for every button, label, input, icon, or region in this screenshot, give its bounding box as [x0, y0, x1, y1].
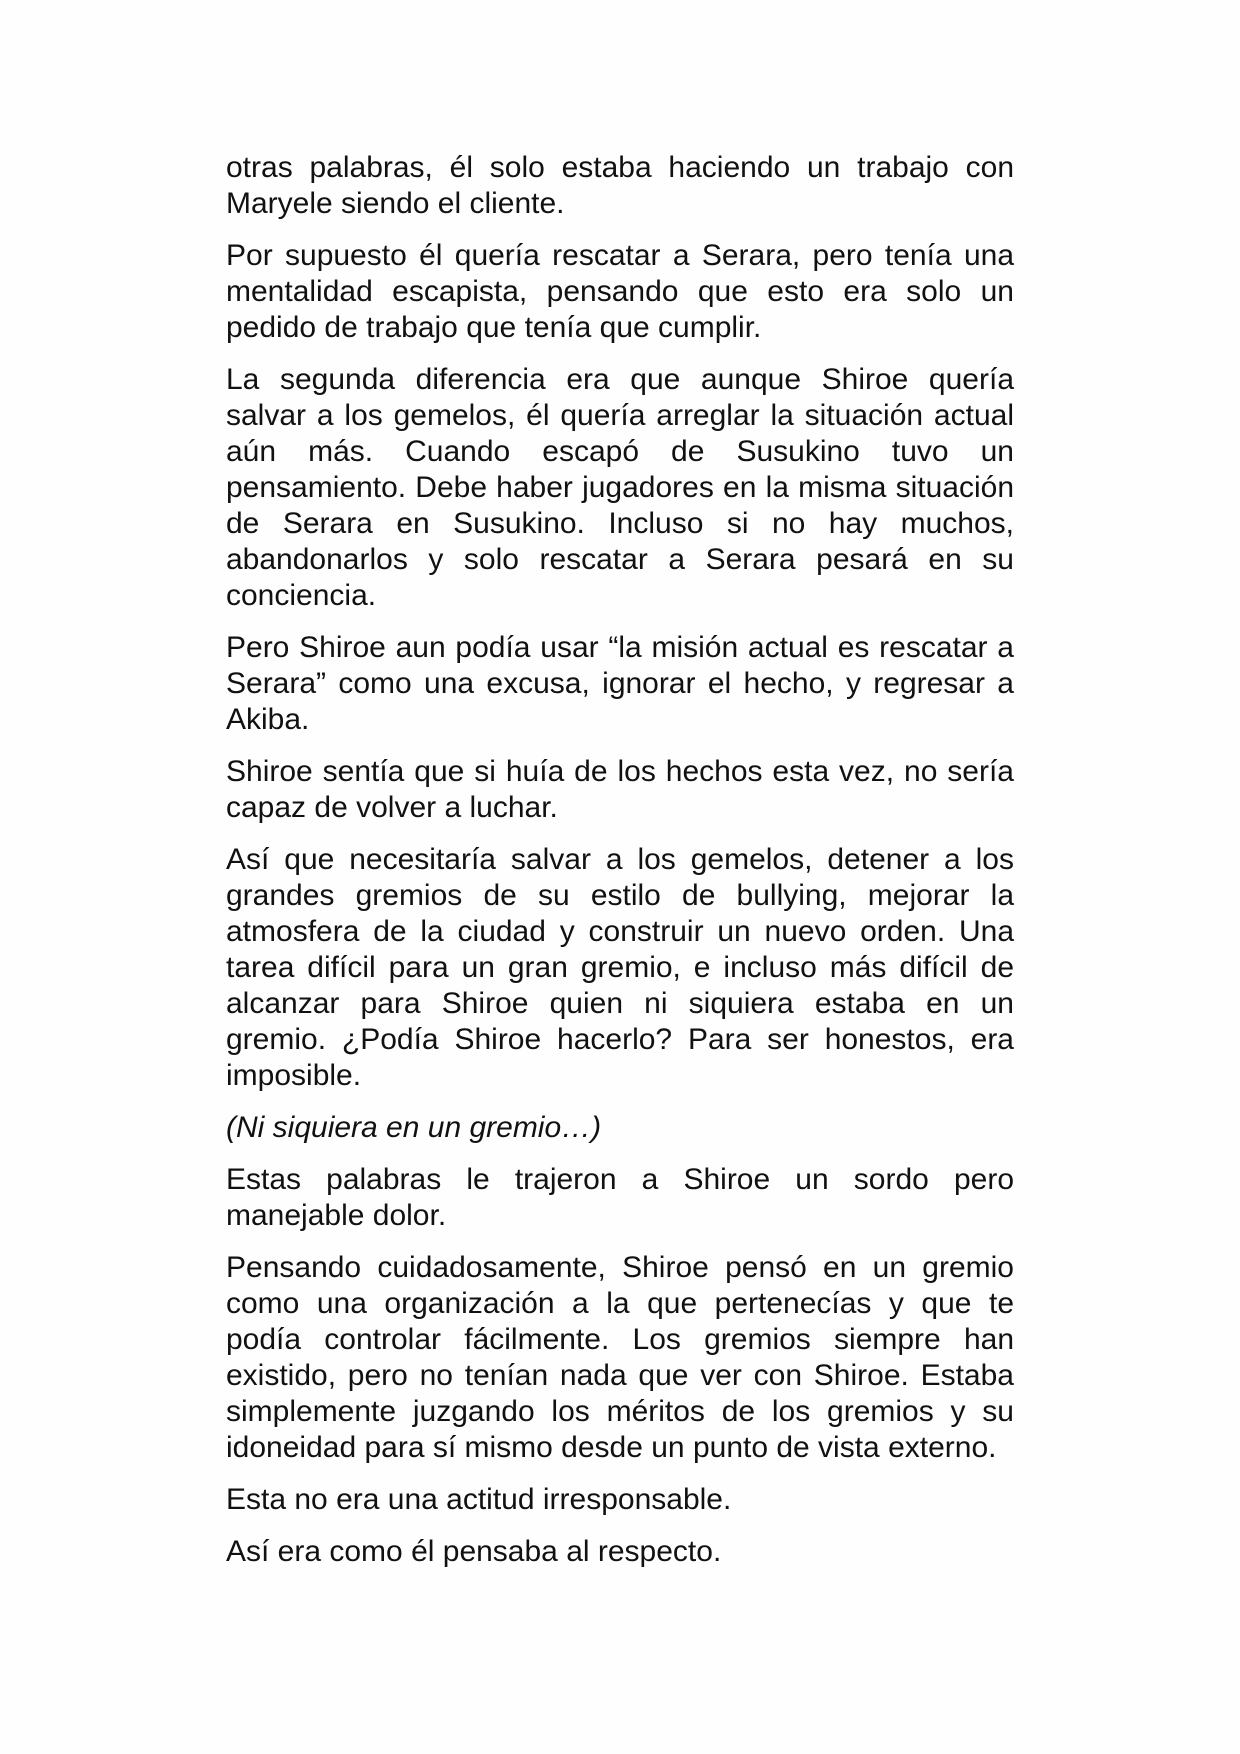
paragraph: Esta no era una actitud irresponsable.	[226, 1483, 732, 1516]
paragraph: Shiroe sentía que si huía de los hechos esta vez, no sería capaz de volver a luchar.	[226, 755, 1014, 824]
paragraph: La segunda diferencia era que aunque Shiroe quería salvar a los gemelos, él quería arreglar la situación actual aún más. Cuando escapó de Susukino tuvo un pensamiento. Debe haber jugadores en la misma situación de Serara en Susukino. Incluso si no hay muchos, abandonarlos y solo rescatar a Serara pesará en su conciencia.	[226, 363, 1014, 612]
paragraph: Pensando cuidadosamente, Shiroe pensó en un gremio como una organización a la que pertenecías y que te podía controlar fácilmente. Los gremios siempre han existido, pero no tenían nada que ver con Shiroe. Estaba simplemente juzgando los méritos de los gremios y su idoneidad para sí mismo desde un punto de vista externo.	[226, 1251, 1014, 1464]
paragraph: otras palabras, él solo estaba haciendo un trabajo con Maryele siendo el cliente.	[226, 151, 1014, 220]
italic-thought-paragraph: (Ni siquiera en un gremio…)	[226, 1111, 602, 1144]
paragraph: Pero Shiroe aun podía usar “la misión actual es rescatar a Serara” como una excusa, ignorar el hecho, y regresar a Akiba.	[226, 631, 1014, 736]
paragraph: Por supuesto él quería rescatar a Serara, pero tenía una mentalidad escapista, pensando que esto era solo un pedido de trabajo que tenía que cumplir.	[226, 239, 1014, 344]
document-body	[226, 150, 1014, 1586]
paragraph: Así que necesitaría salvar a los gemelos, detener a los grandes gremios de su estilo de bullying, mejorar la atmosfera de la ciudad y construir un nuevo orden. Una tarea difícil para un gran gremio, e incluso más difícil de alcanzar para Shiroe quien ni siquiera estaba en un gremio. ¿Podía Shiroe hacerlo? Para ser honestos, era imposible.	[226, 843, 1014, 1092]
paragraph: Así era como él pensaba al respecto.	[226, 1535, 722, 1568]
paragraph: Estas palabras le trajeron a Shiroe un sordo pero manejable dolor.	[226, 1163, 1014, 1232]
